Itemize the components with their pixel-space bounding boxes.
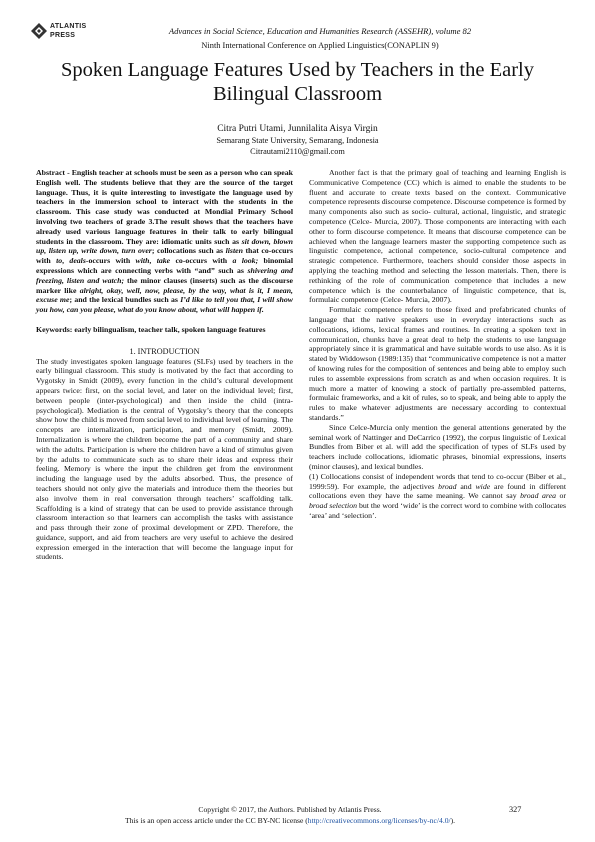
paragraph-formulaic-competence: Formulaic competence refers to those fixed and prefabricated chunks of language that the native speakers use in everyday interactions such as collocations, idioms, lexical frames and routines. In creating a spoken text in communication, chunks have a great deal to help the students to use language appropriately since it is grammatical and have suitable words to use also. As it is stated by Widdowson (1989:135) that “communicative competence is not a matter of knowing rules for the composition of sentences and being able to employ such rules to assemble expressions from scratch as and when occasion requires. It is much more a matter of knowing a stock of partially pre-assembled patterns, formulaic frameworks, and a kit of rules, so to speak, and being able to apply the rules to make whatever adjustments are necessary according to contextual standards.” xyxy=(309,305,566,422)
license-notice: This is an open access article under the CC BY-NC license (http://creativecommons.org/licenses/by-nc/4.0/). xyxy=(124,816,456,825)
license-link[interactable]: http://creativecommons.org/licenses/by-nc/4.0/ xyxy=(307,816,451,825)
list-item-collocations: (1) Collocations consist of independent words that tend to co-occur (Biber et al., 1999:59). For example, the adjectives broad and wide are found in different collocations even they have the same meaning. We cannot say broad area or broad selection but the word ‘wide’ is the correct word to combine with collocates ‘area’ and ‘selection’. xyxy=(309,471,567,520)
logo-line-2: PRESS xyxy=(50,32,76,39)
affiliation: Semarang State University, Semarang, Indonesia xyxy=(216,136,379,145)
author-email[interactable]: Citrautami2110@gmail.com xyxy=(250,147,345,156)
abstract: Abstract - English teacher at schools must be seen as a person who can speak English well. The students believe that they are the source of the target language. Thus, it is quite interesting to investigate the language used by teachers in the immersion school to interact with the students in the classroom. This case study was conducted at Mondial Primary School involving two teachers of grade 3.The result shows that the teachers have already used various language features in their talk to early bilingual students in the classroom. They are: idiomatic units such as sit down, blown up, listen up, write down, turn over; collocations such as listen that co-occurs with to, deals-occurs with with, take co-occurs with a look; binomial expressions which are connecting verbs with “and” such as shivering and freezing, listen and watch; the minor clauses (inserts) such as the discourse marker like alright, okay, well, now, please, by the way, what is it, I mean, excuse me; and the lexical bundles such as I’d like to tell you that, I will show you how, can you please, what do you know about, what will happen if. xyxy=(36,168,294,315)
copyright-notice: Copyright © 2017, the Authors. Published by Atlantis Press. xyxy=(198,805,382,814)
atlantis-press-logo-icon xyxy=(30,22,48,40)
journal-name: Advances in Social Science, Education and Humanities Research (ASSEHR), volume 82 xyxy=(168,26,472,36)
conference-name: Ninth International Conference on Applied Linguistics(CONAPLIN 9) xyxy=(201,41,439,50)
publisher-logo xyxy=(30,20,100,50)
section-heading-introduction: 1. INTRODUCTION xyxy=(129,346,200,356)
introduction-paragraph: The study investigates spoken language features (SLFs) used by teachers in the early bilingual classroom. This study is motivated by the fact that according to Vygotsky in Smidt (2009), every function in the child’s cultural development appears twice: first, on the social level, and later on the individual level; first, between people (inter-psychological) and then inside the child (intra-psychological). Mediation is the central of Vygotsky’s theory that the concepts show how the child is moved from social level to individual level of learning. The concepts are internalization, participation, and memory (Smidt, 2009). Internalization is where the children become the part of a community and share with the adults. Participation is where the children have a kind of stimulus given by the adults to communicate such as to share their ideas and express their feeling. Memory is where the input the children get from the environment including the language used by the adults absorbed. Thus, the presence of teachers should not only give the materials and introduce them the theories but also involve them in real conversation through teachers’ scaffolding talk. Scaffolding is a kind of strategy that can be used to provide assistance through classroom interaction so that learners can accomplish the tasks with assistance and pass through their zone of proximal development or ZPD. Therefore, the guidance, support, and aid from teachers are very useful to achieve the desired expression emerged in the interaction that will become the language input for students. xyxy=(36,356,293,562)
right-column xyxy=(309,168,566,521)
logo-line-1: ATLANTIS xyxy=(50,23,87,30)
page-number: 327 xyxy=(509,805,522,814)
logo-wordmark xyxy=(50,22,87,40)
authors: Citra Putri Utami, Junnilalita Aisya Virgin xyxy=(217,124,378,134)
paper-title: Spoken Language Features Used by Teachers in the Early Bilingual Classroom xyxy=(61,59,534,105)
paragraph-slf-types: Since Celce-Murcia only mention the general attentions generated by the seminal work of Nattinger and DeCarrico (1992), the corpus linguistic of Lexical Bundles from Biber et al. will add the specification of types of SLFs used by teachers include collocations, idiomatic phrases, binomial expressions, inserts (minor clauses), and lexical bundles. xyxy=(309,422,566,471)
paragraph-communicative-competence: Another fact is that the primary goal of teaching and learning English is Communicative Competence (CC) which is aimed to enable the students to be fluent and accurate to create texts based on the context. Communicative competence represents discourse competence. Discourse competence is formed by many components also such as socio- cultural, actional, linguistic, and strategic competence (Celce- Murcia, 2007). Those components are interacting with each other to form discourse competence. It means that discourse competence can be achieved when the language learners master the supporting competence such as linguistic competence, actional competence, socio-cultural competence and strategic competence. Furthermore, teachers should consider those aspects in applying the teaching method and selecting the lesson materials. Then, there is rethinking of the role of communication competence that includes a new competence which is the counterbalance of linguistic competence, that is, formulaic competence (Celce- Murcia, 2007). xyxy=(309,168,566,305)
keywords: Keywords: early bilingualism, teacher talk, spoken language features xyxy=(36,324,266,334)
left-column xyxy=(36,168,293,562)
